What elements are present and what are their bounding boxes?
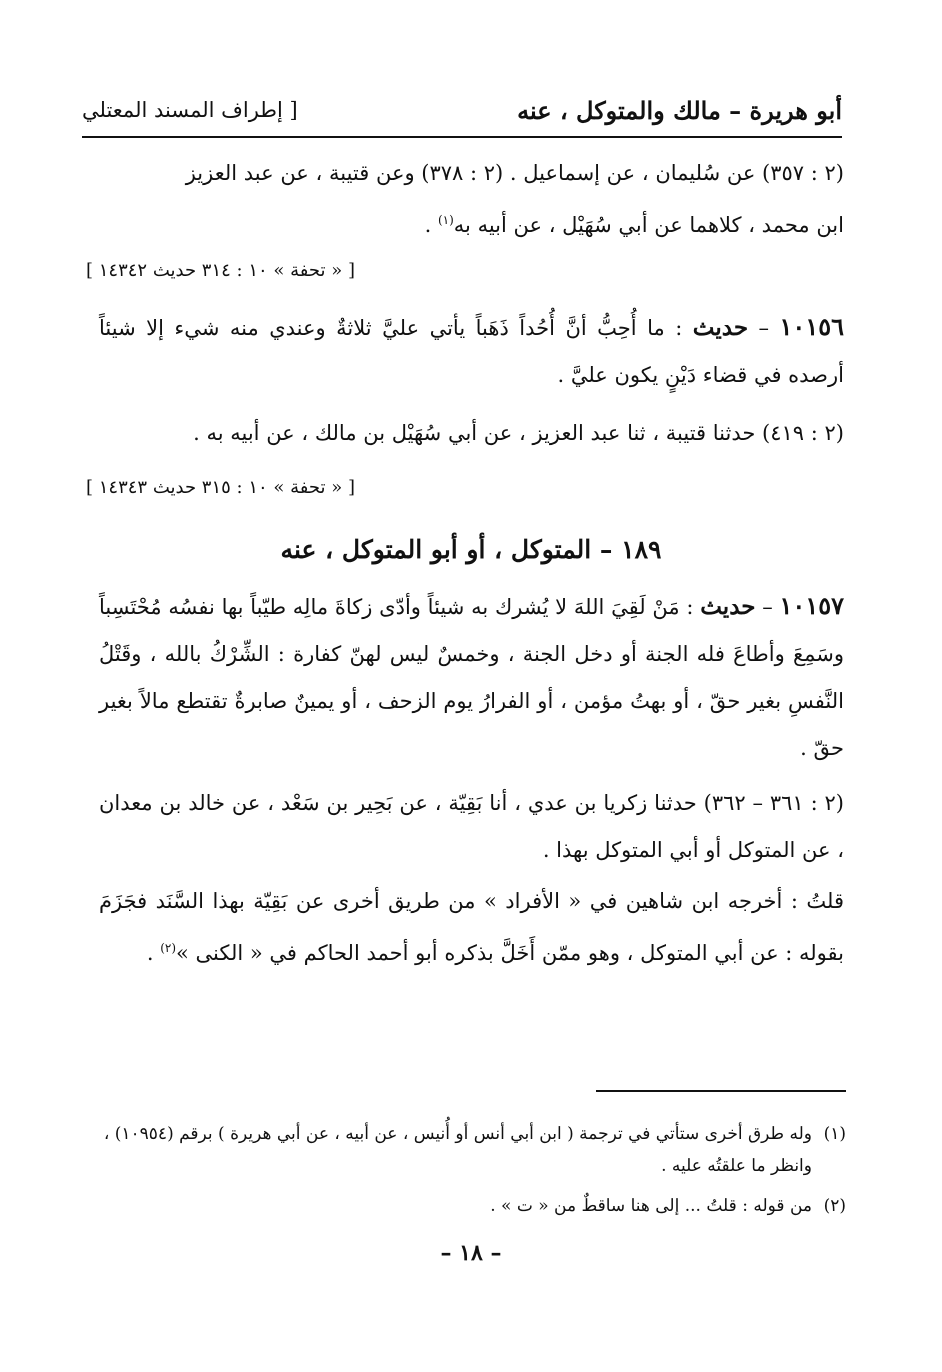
footnote-marker-2: (٢): [160, 941, 177, 955]
hadith-10157: ١٠١٥٧ – حديث : مَنْ لَقِيَ اللهَ لا يُشرك به شيئاً وأدّى زكاةَ مالِه طيّباً بها نفسُه مُحْتَسِباً وسَمِعَ وأطاعَ فله الجنة أو دخل الجنة ، وخمسٌ ليس لهنّ كفارة : الشِّرْكُ بالله ، وقَتْلُ النَّفسِ بغير حقّ ، أو بهتُ مؤمن ، أو الفرارُ يوم الزحف ، أو يمينٌ صابرةٌ تقتطع مالاً بغير حقّ .: [99, 591, 844, 760]
hadith-text: : مَنْ لَقِيَ اللهَ لا يُشرك به شيئاً وأدّى زكاةَ مالِه طيّباً بها نفسُه مُحْتَسِباً وسَمِعَ وأطاعَ فله الجنة أو دخل الجنة ، وخمسٌ ليس لهنّ كفارة : الشِّرْكُ بالله ، وقَتْلُ النَّفسِ بغير حقّ ، أو بهتُ مؤمن ، أو الفرارُ يوم الزحف ، أو يمينٌ صابرةٌ تقتطع مالاً بغير حقّ .: [99, 595, 844, 760]
tuhfa-reference-1: [ « تحفة » ١٠ : ٣١٤ حديث ١٤٣٤٢ ]: [86, 260, 355, 281]
hadith-text: : ما أُحِبُّ أنَّ أُحُداً ذَهَباً يأتي عليَّ ثلاثةٌ وعندي منه شيء إلا شيئاً أرصده في قضاء دَيْنٍ يكون عليَّ .: [99, 316, 844, 387]
header-book-title: [ إطراف المسند المعتلي: [82, 98, 298, 122]
footnote-2: [86, 1190, 846, 1222]
header-chapter-title: أبو هريرة – مالك والمتوكل ، عنه: [517, 96, 842, 125]
comment-end: .: [146, 941, 161, 965]
paragraph-isnad-2: (٢ : ٤١٩) حدثنا قتيبة ، ثنا عبد العزيز ، عن أبي سُهَيْل بن مالك ، عن أبيه به .: [193, 421, 844, 445]
hadith-label: حديث: [700, 593, 756, 620]
paragraph-isnad-1: [99, 150, 844, 249]
footnote-2-number: (٢): [823, 1196, 846, 1216]
running-header: [82, 92, 842, 138]
page-number: – ١٨ –: [440, 1240, 502, 1266]
section-heading: ١٨٩ – المتوكل ، أو أبو المتوكل ، عنه: [280, 535, 662, 564]
footnote-separator: [596, 1090, 846, 1092]
paragraph-isnad-3: (٢ : ٣٦١ – ٣٦٢) حدثنا زكريا بن عدي ، أنا بَقِيّة ، عن بَحِير بن سَعْد ، عن خالد بن معدان ، عن المتوكل أو أبي المتوكل بهذا .: [99, 791, 844, 862]
footnote-1-number: (١): [823, 1124, 846, 1144]
footnote-1: [86, 1118, 846, 1182]
comment-text: قلتُ : أخرجه ابن شاهين في « الأفراد » من طريق أخرى عن بَقِيّة بهذا السَّنَد فجَزَمَ بقوله : عن أبي المتوكل ، وهو ممّن أَخَلَّ بذكره أبو أحمد الحاكم في « الكنى »: [99, 889, 844, 965]
isnad-1-end: .: [424, 213, 438, 237]
hadith-label: حديث: [692, 314, 749, 341]
paragraph-comment: [99, 878, 844, 977]
footnote-marker-1: (١): [437, 213, 454, 227]
footnote-1-line2: وانظر ما علقتُه عليه .: [661, 1156, 812, 1176]
footnote-1-line1: وله طرق أخرى ستأتي في ترجمة ( ابن أبي أنس أو أُنيس ، عن أبيه ، عن أبي هريرة ) برقم (١٠٩٥٤) ،: [103, 1124, 812, 1144]
footnote-2-text: من قوله : قلتُ ... إلى هنا ساقطٌ من « ت » .: [490, 1196, 812, 1216]
tuhfa-reference-2: [ « تحفة » ١٠ : ٣١٥ حديث ١٤٣٤٣ ]: [86, 477, 355, 498]
hadith-10156: ١٠١٥٦ – حديث : ما أُحِبُّ أنَّ أُحُداً ذَهَباً يأتي عليَّ ثلاثةٌ وعندي منه شيء إلا شيئاً أرصده في قضاء دَيْنٍ يكون عليَّ .: [99, 312, 844, 387]
hadith-number: ١٠١٥٧: [779, 591, 844, 620]
isnad-1-line1: (٢ : ٣٥٧) عن سُليمان ، عن إسماعيل . (٢ : ٣٧٨) وعن قتيبة ، عن عبد العزيز: [185, 161, 844, 185]
isnad-1-line2: ابن محمد ، كلاهما عن أبي سُهَيْل ، عن أبيه به: [453, 213, 844, 237]
hadith-number: ١٠١٥٦: [779, 312, 844, 341]
